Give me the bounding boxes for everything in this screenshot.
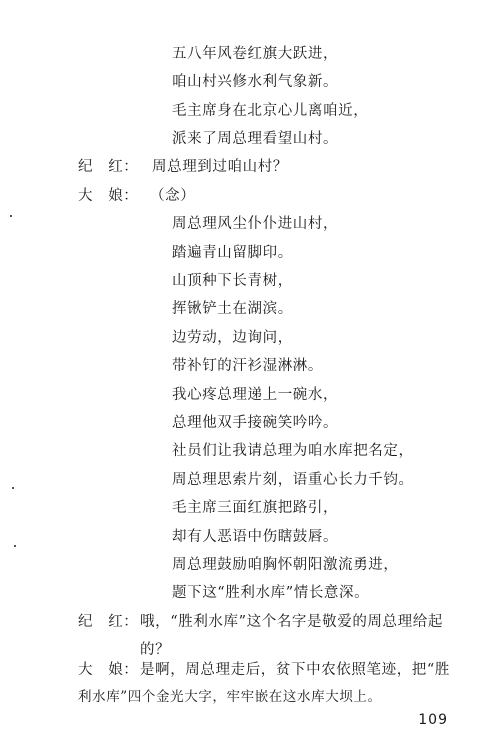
speaker-label: 纪 红：: [78, 159, 139, 175]
speaker-label: 大 娘：: [78, 188, 139, 204]
speaker-label: 大 娘：: [78, 662, 139, 678]
verse-line: 五八年风卷红旗大跃进，: [172, 46, 339, 62]
verse-line: 咱山村兴修水利气象新。: [172, 74, 339, 90]
verse-line: 社员们让我请总理为咱水库把名定，: [172, 443, 414, 459]
verse-line: 山顶种下长青树，: [172, 273, 293, 289]
verse-line: 周总理鼓励咱胸怀朝阳激流勇进，: [172, 557, 399, 573]
scan-speck: [14, 545, 16, 547]
dialogue-text: 是啊，周总理走后，贫下中农依照笔迹，把“胜: [140, 662, 451, 678]
verse-line: 周总理风尘仆仆进山村，: [172, 216, 339, 232]
scan-speck: [12, 487, 14, 489]
verse-line: 边劳动，边询问，: [172, 330, 293, 346]
verse-line: 总理他双手接碗笑吟吟。: [172, 415, 339, 431]
verse-line: 却有人恶语中伤瞎鼓唇。: [172, 529, 339, 545]
speaker-label: 纪 红：: [78, 614, 139, 630]
verse-line: 毛主席身在北京心儿离咱近，: [172, 103, 369, 119]
scan-speck: [10, 215, 12, 217]
verse-line: 带补钉的汗衫湿淋淋。: [172, 358, 323, 374]
verse-line: 周总理思索片刻，语重心长力千钧。: [172, 472, 414, 488]
stage-direction: （念）: [150, 188, 196, 204]
verse-line: 派来了周总理看望山村。: [172, 131, 339, 147]
verse-line: 挥锹铲土在湖滨。: [172, 301, 293, 317]
dialogue-text: 哦，“胜利水库”这个名字是敬爱的周总理给起: [140, 614, 443, 630]
dialogue-text: 的？: [140, 642, 171, 658]
page-number: 109: [418, 712, 448, 728]
verse-line: 题下这“胜利水库”情长意深。: [172, 585, 370, 601]
verse-line: 我心疼总理递上一碗水，: [172, 387, 339, 403]
dialogue-text: 利水库”四个金光大字，牢牢嵌在这水库大坝上。: [78, 689, 382, 705]
verse-line: 踏遍青山留脚印。: [172, 245, 293, 261]
verse-line: 毛主席三面红旗把路引，: [172, 500, 339, 516]
dialogue-text: 周总理到过咱山村？: [152, 159, 288, 175]
